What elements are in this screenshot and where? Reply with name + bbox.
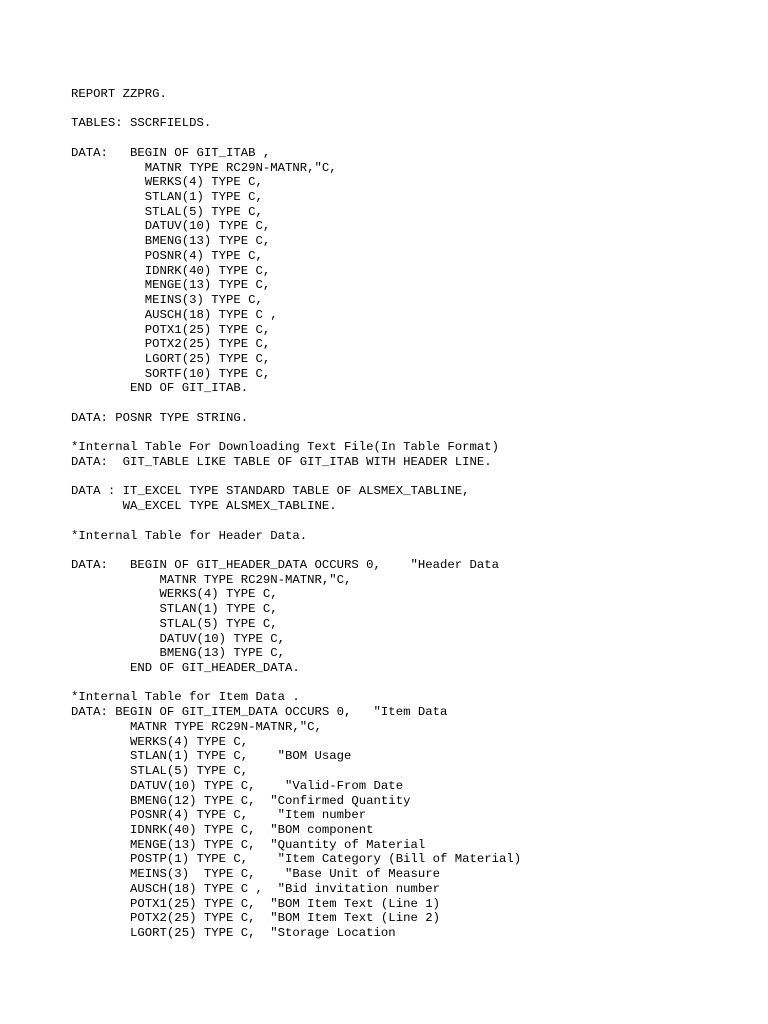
code-line: POTX1(25) TYPE C, "BOM Item Text (Line 1) xyxy=(71,896,440,911)
code-line: *Internal Table for Header Data. xyxy=(71,528,308,543)
code-line: DATA : IT_EXCEL TYPE STANDARD TABLE OF ALSMEX_TABLINE, xyxy=(71,484,470,499)
code-line: DATA: GIT_TABLE LIKE TABLE OF GIT_ITAB WITH HEADER LINE. xyxy=(71,454,492,469)
code-line: *Internal Table for Item Data . xyxy=(71,690,300,705)
code-line: IDNRK(40) TYPE C, "BOM component xyxy=(71,822,374,837)
code-line: BMENG(13) TYPE C, xyxy=(71,646,286,661)
code-line: WA_EXCEL TYPE ALSMEX_TABLINE. xyxy=(71,499,337,514)
code-line: DATA: BEGIN OF GIT_ITAB , xyxy=(71,145,271,160)
code-line: IDNRK(40) TYPE C, xyxy=(71,263,271,278)
code-line: BMENG(13) TYPE C, xyxy=(71,234,271,249)
code-line xyxy=(71,131,521,146)
code-line: SORTF(10) TYPE C, xyxy=(71,366,271,381)
code-line: MEINS(3) TYPE C, "Base Unit of Measure xyxy=(71,867,440,882)
code-line: STLAL(5) TYPE C, xyxy=(71,204,263,219)
code-line xyxy=(71,514,521,529)
code-line: END OF GIT_HEADER_DATA. xyxy=(71,661,300,676)
code-line xyxy=(71,102,521,117)
code-line: LGORT(25) TYPE C, "Storage Location xyxy=(71,925,396,940)
code-line: MATNR TYPE RC29N-MATNR,"C, xyxy=(71,719,322,734)
code-line: BMENG(12) TYPE C, "Confirmed Quantity xyxy=(71,793,411,808)
code-line: POTX2(25) TYPE C, xyxy=(71,337,271,352)
code-line: END OF GIT_ITAB. xyxy=(71,381,249,396)
code-line: LGORT(25) TYPE C, xyxy=(71,351,271,366)
code-line: DATUV(10) TYPE C, "Valid-From Date xyxy=(71,778,404,793)
code-line: DATA: BEGIN OF GIT_ITEM_DATA OCCURS 0, "Item Data xyxy=(71,705,448,720)
code-line: MENGE(13) TYPE C, "Quantity of Material xyxy=(71,837,426,852)
code-line: POSNR(4) TYPE C, "Item number xyxy=(71,808,367,823)
code-line: STLAN(1) TYPE C, "BOM Usage xyxy=(71,749,352,764)
code-line: STLAL(5) TYPE C, xyxy=(71,764,249,779)
code-line: DATUV(10) TYPE C, xyxy=(71,631,286,646)
code-line: POTX1(25) TYPE C, xyxy=(71,322,271,337)
code-line: MENGE(13) TYPE C, xyxy=(71,278,271,293)
code-line: DATA: POSNR TYPE STRING. xyxy=(71,410,249,425)
code-line: DATA: BEGIN OF GIT_HEADER_DATA OCCURS 0, "Header Data xyxy=(71,558,500,572)
code-line: STLAL(5) TYPE C, xyxy=(71,616,278,631)
code-line: MATNR TYPE RC29N-MATNR,"C, xyxy=(71,160,337,175)
abap-source-code xyxy=(71,87,521,941)
code-line: POSTP(1) TYPE C, "Item Category (Bill of Material) xyxy=(71,852,522,867)
code-line: WERKS(4) TYPE C, xyxy=(71,734,249,749)
code-line xyxy=(71,676,521,691)
code-line: DATUV(10) TYPE C, xyxy=(71,219,271,234)
code-line xyxy=(71,470,521,485)
code-line: AUSCH(18) TYPE C , "Bid invitation number xyxy=(71,881,440,896)
code-line xyxy=(71,543,521,558)
code-line: STLAN(1) TYPE C, xyxy=(71,190,263,205)
code-line: REPORT ZZPRG. xyxy=(71,87,167,101)
code-line: POTX2(25) TYPE C, "BOM Item Text (Line 2) xyxy=(71,911,440,926)
code-line: POSNR(4) TYPE C, xyxy=(71,248,263,263)
code-line: *Internal Table For Downloading Text File(In Table Format) xyxy=(71,440,500,455)
code-line: STLAN(1) TYPE C, xyxy=(71,602,278,617)
code-line: AUSCH(18) TYPE C , xyxy=(71,307,278,322)
code-line xyxy=(71,396,521,411)
code-line: TABLES: SSCRFIELDS. xyxy=(71,116,212,131)
code-line: WERKS(4) TYPE C, xyxy=(71,587,278,602)
code-line: MATNR TYPE RC29N-MATNR,"C, xyxy=(71,572,352,587)
code-line xyxy=(71,426,521,441)
code-line: MEINS(3) TYPE C, xyxy=(71,293,263,308)
code-line: WERKS(4) TYPE C, xyxy=(71,175,263,190)
